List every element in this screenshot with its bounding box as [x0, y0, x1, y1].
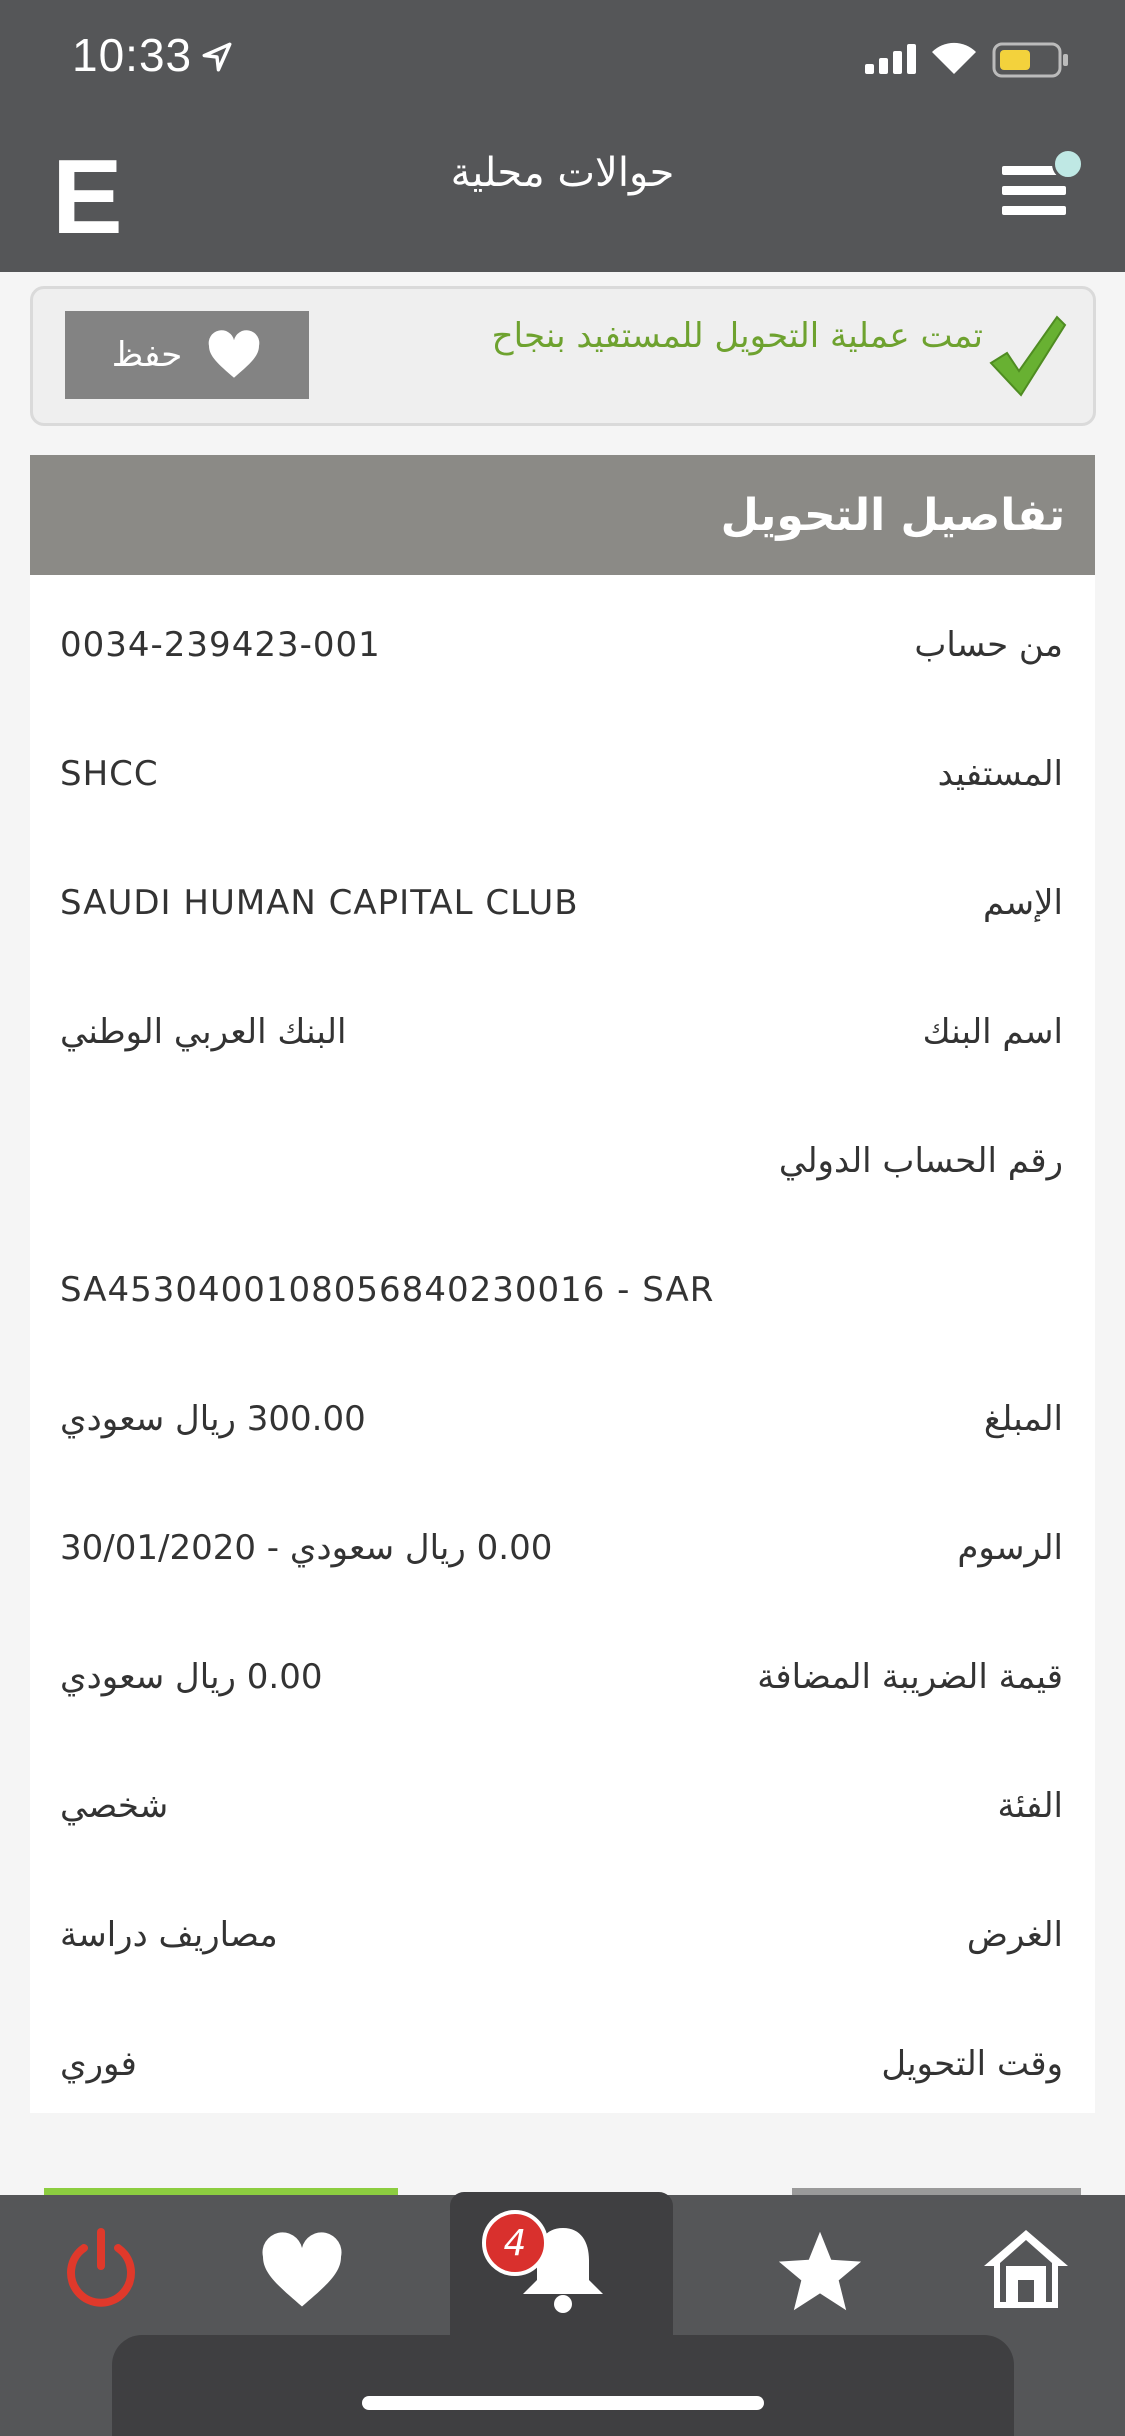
detail-value: SAUDI HUMAN CAPITAL CLUB — [60, 883, 579, 923]
detail-row-amount — [30, 1399, 1095, 1459]
favorites-heart-icon[interactable] — [258, 2232, 346, 2310]
save-favorite-button[interactable] — [65, 311, 309, 399]
detail-row-iban-label — [30, 1141, 1095, 1201]
transfer-details-heading: تفاصيل التحويل — [30, 455, 1095, 575]
detail-label: قيمة الضريبة المضافة — [757, 1657, 1063, 1697]
detail-label: المبلغ — [983, 1399, 1063, 1439]
home-indicator-bar[interactable] — [362, 2396, 764, 2410]
top-navigation-bar — [0, 120, 1125, 272]
detail-value: فوري — [60, 2044, 137, 2084]
detail-value: 300.00 ريال سعودي — [60, 1399, 366, 1439]
detail-row-vat — [30, 1657, 1095, 1717]
detail-value: البنك العربي الوطني — [60, 1012, 347, 1052]
detail-row-name — [30, 883, 1095, 943]
cellular-signal-icon — [865, 44, 919, 74]
detail-value: 0034-239423-001 — [60, 625, 381, 665]
power-icon[interactable] — [62, 2226, 140, 2310]
detail-row-from-account — [30, 625, 1095, 685]
detail-label: من حساب — [914, 625, 1063, 665]
detail-row-fees — [30, 1528, 1095, 1588]
detail-label: الإسم — [983, 883, 1063, 923]
detail-row-iban-value — [30, 1270, 1095, 1330]
detail-label: الرسوم — [957, 1528, 1063, 1568]
success-banner — [30, 286, 1096, 426]
detail-label: اسم البنك — [922, 1012, 1063, 1052]
save-button-label: حفظ — [111, 335, 183, 375]
detail-label: رقم الحساب الدولي — [778, 1141, 1063, 1181]
detail-label: المستفيد — [937, 754, 1063, 794]
location-arrow-icon — [200, 40, 234, 74]
detail-row-purpose — [30, 1915, 1095, 1975]
detail-label: وقت التحويل — [881, 2044, 1063, 2084]
battery-icon — [992, 42, 1070, 78]
detail-row-transfer-time — [30, 2044, 1095, 2104]
checkmark-icon — [987, 313, 1067, 399]
home-icon[interactable] — [980, 2226, 1072, 2312]
detail-row-bank-name — [30, 1012, 1095, 1072]
menu-notification-dot — [1052, 148, 1084, 180]
heart-icon — [206, 330, 262, 380]
detail-value: SHCC — [60, 754, 159, 794]
app-logo[interactable]: E — [52, 138, 123, 256]
detail-value: 0.00 ريال سعودي — [60, 1657, 323, 1697]
detail-label: الغرض — [966, 1915, 1063, 1955]
detail-value: شخصي — [60, 1786, 169, 1826]
status-time: 10:33 — [72, 29, 193, 81]
success-message: تمت عملية التحويل للمستفيد بنجاح — [491, 316, 983, 356]
home-indicator-area — [112, 2335, 1014, 2436]
detail-value: مصاريف دراسة — [60, 1915, 278, 1955]
detail-label: الفئة — [997, 1786, 1063, 1826]
detail-row-category — [30, 1786, 1095, 1846]
page-title: حوالات محلية — [450, 150, 675, 196]
status-bar — [0, 0, 1125, 120]
detail-row-beneficiary — [30, 754, 1095, 814]
detail-value: SA4530400108056840230016 - SAR — [60, 1270, 715, 1310]
notification-count-badge: 4 — [482, 2210, 548, 2276]
star-icon[interactable] — [775, 2228, 865, 2314]
wifi-icon — [930, 40, 978, 76]
detail-value: 0.00 ريال سعودي - 30/01/2020 — [60, 1528, 553, 1568]
transfer-details-panel — [30, 455, 1095, 2113]
